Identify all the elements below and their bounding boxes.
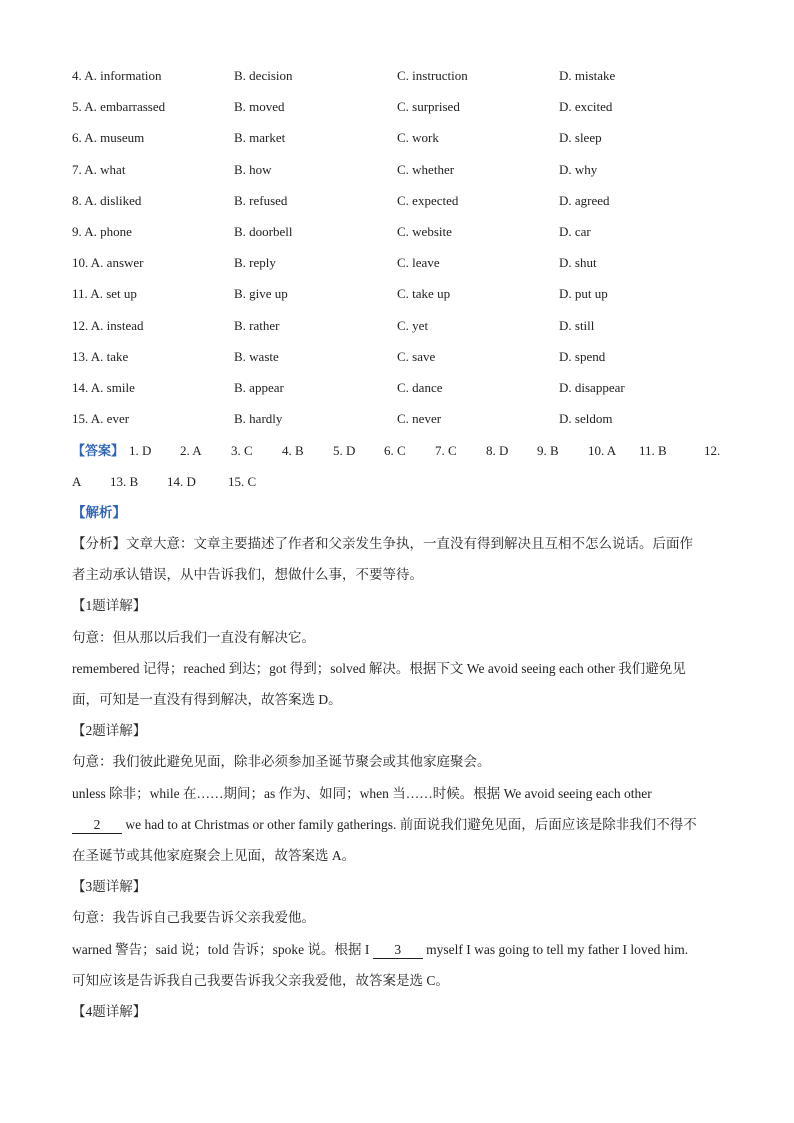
option-a: 10. A. answer bbox=[72, 255, 144, 271]
option-b: B. reply bbox=[234, 255, 276, 271]
answer-value: 8. D bbox=[486, 443, 509, 458]
q2-explanation-1: unless 除非；while 在……期间；as 作为、如同；when 当……时候。根据 We avoid seeing each other bbox=[72, 786, 652, 801]
answer-value: 6. C bbox=[384, 443, 406, 458]
option-b: B. how bbox=[234, 161, 272, 177]
option-c: C. leave bbox=[397, 255, 440, 271]
q3-explanation-1b: myself I was going to tell my father I loved him. bbox=[422, 942, 689, 957]
answer-value: 12. bbox=[704, 443, 721, 458]
option-a: 12. A. instead bbox=[72, 317, 144, 333]
answer-value: 11. B bbox=[639, 443, 667, 458]
option-b: B. rather bbox=[234, 317, 280, 333]
option-c: C. take up bbox=[397, 286, 451, 302]
option-b: B. hardly bbox=[234, 411, 283, 427]
answer-value: 3. C bbox=[231, 443, 253, 458]
answer-value: A bbox=[72, 474, 82, 489]
option-b: B. waste bbox=[234, 348, 279, 364]
option-a: 7. A. what bbox=[72, 161, 126, 177]
q2-meaning: 句意：我们彼此避免见面，除非必须参加圣诞节聚会或其他家庭聚会。 bbox=[72, 754, 491, 769]
answer-value: 10. A bbox=[588, 443, 617, 458]
option-d: D. disappear bbox=[559, 380, 625, 395]
option-b: B. market bbox=[234, 130, 286, 146]
option-d: D. car bbox=[559, 224, 591, 239]
option-d: D. put up bbox=[559, 286, 608, 302]
option-d: D. spend bbox=[559, 348, 606, 364]
q1-explanation-2: 面，可知是一直没有得到解决，故答案选 D。 bbox=[72, 692, 342, 707]
q1-explanation-1: remembered 记得；reached 到达；got 得到；solved 解决。根据下文 We avoid seeing each other 我们避免见 bbox=[72, 661, 686, 676]
answer-value: 15. C bbox=[228, 474, 257, 489]
option-a: 4. A. information bbox=[72, 68, 162, 83]
option-d: D. shut bbox=[559, 255, 597, 271]
option-a: 14. A. smile bbox=[72, 380, 135, 395]
answer-value: 14. D bbox=[167, 474, 196, 489]
option-c: C. save bbox=[397, 348, 436, 364]
option-b: B. appear bbox=[234, 380, 284, 395]
summary-text-1: 文章大意：文章主要描述了作者和父亲发生争执，一直没有得到解决且互相不怎么说话。后面作 bbox=[126, 536, 693, 551]
option-d: D. still bbox=[559, 317, 595, 333]
option-c: C. surprised bbox=[397, 99, 460, 115]
option-a: 9. A. phone bbox=[72, 224, 132, 239]
answer-value: 13. B bbox=[110, 474, 139, 489]
q1-heading: 【1题详解】 bbox=[72, 598, 147, 613]
answer-value: 1. D bbox=[129, 443, 152, 458]
q4-heading: 【4题详解】 bbox=[72, 1004, 147, 1019]
answer-value: 2. A bbox=[180, 443, 202, 458]
answer-label: 【答案】 bbox=[72, 443, 125, 458]
q2-explanation-2-text: we had to at Christmas or other family gatherings. 前面说我们避免见面，后面应该是除非我们不得不 bbox=[122, 817, 697, 832]
option-c: C. expected bbox=[397, 192, 459, 208]
option-d: D. why bbox=[559, 161, 598, 177]
option-c: C. dance bbox=[397, 380, 443, 395]
q2-heading: 【2题详解】 bbox=[72, 723, 147, 738]
q1-meaning: 句意：但从那以后我们一直没有解决它。 bbox=[72, 630, 315, 645]
summary-line-1 bbox=[72, 534, 693, 554]
option-d: D. excited bbox=[559, 99, 613, 115]
option-b: B. doorbell bbox=[234, 224, 293, 239]
option-d: D. seldom bbox=[559, 411, 613, 427]
q2-explanation-2 bbox=[72, 815, 697, 835]
summary-line-2 bbox=[72, 565, 423, 585]
q2-blank: 2 bbox=[72, 817, 122, 834]
q3-heading: 【3题详解】 bbox=[72, 879, 147, 894]
option-a: 15. A. ever bbox=[72, 411, 130, 427]
option-c: C. whether bbox=[397, 161, 455, 177]
option-b: B. decision bbox=[234, 68, 293, 83]
option-a: 6. A. museum bbox=[72, 130, 145, 146]
option-a: 11. A. set up bbox=[72, 286, 137, 302]
q3-explanation-1 bbox=[72, 940, 688, 960]
answer-value: 4. B bbox=[282, 443, 304, 458]
option-c: C. instruction bbox=[397, 68, 468, 83]
summary-text-2: 者主动承认错误，从中告诉我们，想做什么事，不要等待。 bbox=[72, 567, 423, 582]
option-d: D. sleep bbox=[559, 130, 602, 146]
summary-label: 【分析】 bbox=[72, 536, 126, 551]
q3-blank: 3 bbox=[373, 942, 423, 959]
option-a: 8. A. disliked bbox=[72, 192, 142, 208]
analysis-heading bbox=[72, 503, 126, 523]
answer-value: 7. C bbox=[435, 443, 457, 458]
option-d: D. agreed bbox=[559, 192, 610, 208]
option-b: B. moved bbox=[234, 99, 285, 115]
option-c: C. yet bbox=[397, 317, 429, 333]
answer-value: 9. B bbox=[537, 443, 559, 458]
option-a: 5. A. embarrassed bbox=[72, 99, 166, 115]
option-b: B. give up bbox=[234, 286, 288, 302]
option-d: D. mistake bbox=[559, 68, 616, 83]
q3-explanation-1a: warned 警告；said 说；told 告诉；spoke 说。根据 I bbox=[72, 942, 373, 957]
q3-explanation-2: 可知应该是告诉我自己我要告诉我父亲我爱他，故答案是选 C。 bbox=[72, 973, 449, 988]
option-c: C. never bbox=[397, 411, 442, 427]
option-c: C. work bbox=[397, 130, 439, 146]
q3-meaning: 句意：我告诉自己我要告诉父亲我爱他。 bbox=[72, 910, 315, 925]
analysis-label: 【解析】 bbox=[72, 505, 126, 520]
option-a: 13. A. take bbox=[72, 348, 129, 364]
option-c: C. website bbox=[397, 224, 452, 239]
answer-value: 5. D bbox=[333, 443, 356, 458]
q2-explanation-3: 在圣诞节或其他家庭聚会上见面，故答案选 A。 bbox=[72, 848, 356, 863]
option-b: B. refused bbox=[234, 192, 288, 208]
